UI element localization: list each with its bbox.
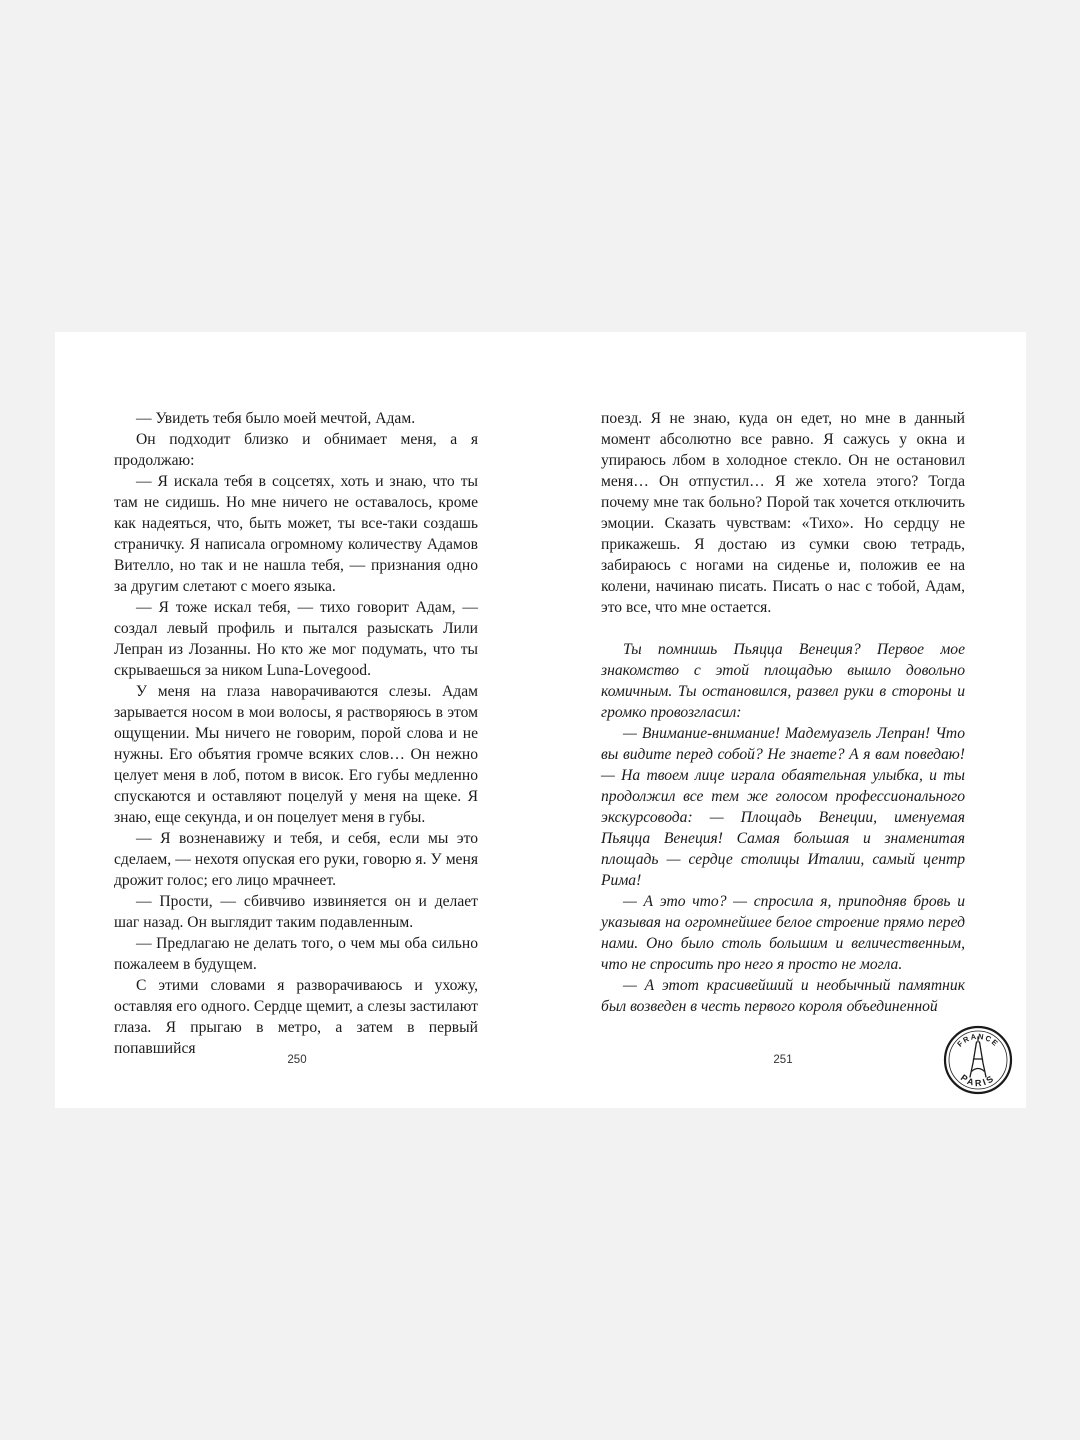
book-spread: [55, 332, 1026, 1108]
left-page: [114, 408, 478, 1059]
stamp-top-text: FRANCE: [955, 1031, 1001, 1049]
left-paragraph-2: Он подходит близко и обнимает меня, а я продолжаю:: [114, 431, 478, 469]
diary-excerpt: [601, 639, 965, 1017]
left-paragraph-7: — Прости, — сбивчиво извиняется он и делает шаг назад. Он выглядит таким подавленным.: [114, 893, 478, 931]
left-paragraph-3: — Я искала тебя в соцсетях, хоть и знаю, что ты там не сидишь. Но мне ничего не оставалось, кроме как надеяться, что, быть может, ты все-таки создашь страничку. Я написала огромному количеству Адамов Вителло, но так и не нашла тебя, — признания одно за другим слетают с моего языка.: [114, 473, 478, 595]
diary-paragraph-1: Ты помнишь Пьяцца Венеция? Первое мое знакомство с этой площадью вышло довольно комичным. Ты остановился, развел руки в стороны и громко провозгласил:: [601, 641, 965, 721]
right-page: [601, 408, 965, 1017]
left-paragraph-1: — Увидеть тебя было моей мечтой, Адам.: [136, 410, 416, 427]
stamp-bottom-text: PARIS: [958, 1072, 998, 1089]
paris-france-stamp: [943, 1025, 1013, 1095]
diary-paragraph-3: — А это что? — спросила я, приподняв бровь и указывая на огромнейшее белое строение прямо перед нами. Оно было столь большим и величественным, что не спросить про него я просто не могла.: [601, 893, 965, 973]
right-continuation-paragraph: поезд. Я не знаю, куда он едет, но мне в данный момент абсолютно все равно. Я сажусь у окна и упираюсь лбом в холодное стекло. Он не остановил меня… Он отпустил… Я же хотела этого? Тогда почему мне так больно? Порой так хочется отключить эмоции. Сказать чувствам: «Тихо». Но сердцу не прикажешь. Я достаю из сумки свою тетрадь, забираюсь с ногами на сиденье и, положив ее на колени, начинаю писать. Писать о нас с тобой, Адам, это все, что мне остается.: [601, 410, 965, 616]
diary-paragraph-4: — А этот красивейший и необычный памятник был возведен в честь первого короля объединенной: [601, 977, 965, 1015]
left-paragraph-5: У меня на глаза наворачиваются слезы. Адам зарывается носом в мои волосы, я растворяюсь в этом ощущении. Мы ничего не говорим, порой слова и не нужны. Его объятия громче всяких слов… Он нежно целует меня в лоб, потом в висок. Его губы медленно спускаются и оставляют поцелуй у меня на щеке. Я знаю, еще секунда, и он поцелует меня в губы.: [114, 683, 478, 826]
diary-paragraph-2: — Внимание-внимание! Мадемуазель Лепран! Что вы видите перед собой? Не знаете? А я вам поведаю! — На твоем лице играла обаятельная улыбка, и ты продолжил все тем же голосом профессионального экскурсовода: — Площадь Венеции, именуемая Пьяцца Венеция! Самая большая и знаменитая площадь — сердце столицы Италии, самый центр Рима!: [601, 725, 965, 889]
left-paragraph-4: — Я тоже искал тебя, — тихо говорит Адам, — создал левый профиль и пытался разыскать Лили Лепран из Лозанны. Но кто же мог подумать, что ты скрываешься за ником Luna-Lovegood.: [114, 599, 478, 679]
left-paragraph-6: — Я возненавижу и тебя, и себя, если мы это сделаем, — нехотя опуская его руки, говорю я. У меня дрожит голос; его лицо мрачнеет.: [114, 830, 478, 889]
left-page-number: 250: [287, 1054, 307, 1066]
right-page-number: 251: [773, 1054, 793, 1066]
left-paragraph-8: — Предлагаю не делать того, о чем мы оба сильно пожалеем в будущем.: [114, 935, 478, 973]
left-paragraph-9: С этими словами я разворачиваюсь и ухожу, оставляя его одного. Сердце щемит, а слезы застилают глаза. Я прыгаю в метро, а затем в первый попавшийся: [114, 977, 478, 1057]
